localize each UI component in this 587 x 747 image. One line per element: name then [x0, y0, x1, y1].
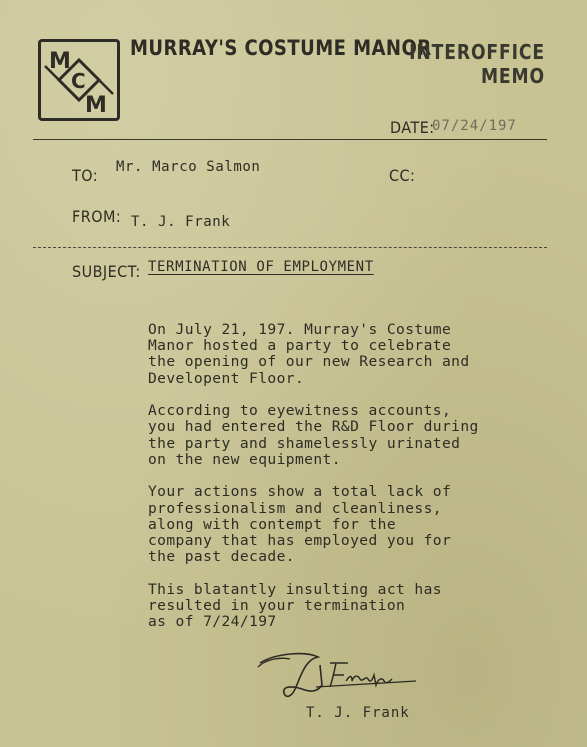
to-label: TO:: [72, 166, 99, 185]
body-paragraph: According to eyewitness accounts, you had entered the R&D Floor during the party and shamelessly urinated on the new equipment.: [148, 402, 479, 468]
date-value: 07/24/197: [432, 118, 517, 134]
svg-text:C: C: [71, 69, 86, 93]
subject-value: TERMINATION OF EMPLOYMENT: [148, 259, 374, 275]
signer-name: T. J. Frank: [306, 705, 410, 721]
from-rule: [33, 247, 547, 248]
handwritten-signature: [256, 645, 426, 709]
header-rule: [33, 139, 547, 140]
memo-title: [409, 40, 545, 88]
to-value: Mr. Marco Salmon: [116, 159, 261, 175]
from-label: FROM:: [72, 207, 122, 226]
cc-label: CC:: [389, 166, 416, 185]
from-value: T. J. Frank: [131, 214, 231, 230]
company-logo: [38, 39, 120, 121]
date-label: DATE:: [390, 118, 435, 137]
memo-title-line1: INTEROFFICE: [409, 40, 545, 64]
memo-body: [148, 322, 558, 647]
svg-text:M: M: [85, 93, 107, 118]
svg-text:M: M: [49, 49, 71, 74]
subject-label: SUBJECT:: [72, 262, 141, 281]
body-paragraph: This blatantly insulting act has resulted in your termination as of 7/24/197: [148, 580, 442, 631]
body-paragraph: Your actions show a total lack of professionalism and cleanliness, along with contempt for the company that has employed you for the past decade.: [148, 483, 452, 566]
company-name: MURRAY'S COSTUME MANOR: [130, 36, 432, 60]
body-paragraph: On July 21, 197. Murray's Costume Manor hosted a party to celebrate the opening of our new Research and Developent Floor.: [148, 321, 470, 387]
memo-title-line2: MEMO: [480, 64, 545, 88]
